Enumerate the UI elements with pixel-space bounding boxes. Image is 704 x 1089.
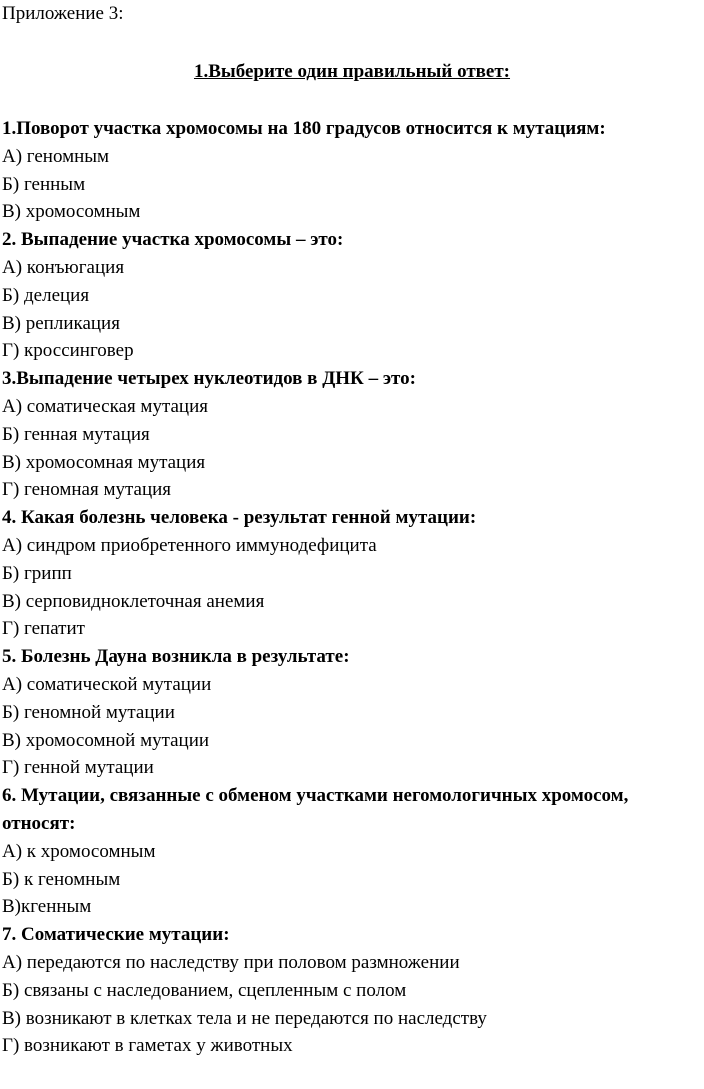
answer-option: В)кгенным [2,896,92,918]
answer-option: А) синдром приобретенного иммунодефицита [2,534,377,556]
answer-option: Г) генной мутации [2,757,154,779]
question-3 [2,365,702,504]
answer-option: А) передаются по наследству при половом размножении [2,951,460,973]
question-4 [2,504,702,643]
question-7 [2,921,702,1060]
answer-option: В) хромосомная мутация [2,451,206,473]
answer-option: В) репликация [2,312,120,334]
appendix-heading: Приложение 3: [2,3,124,24]
question-text: 2. Выпадение участка хромосомы – это: [2,229,344,251]
question-text: 1.Поворот участка хромосомы на 180 градусов относится к мутациям: [2,118,606,139]
question-text: 6. Мутации, связанные с обменом участками негомологичных хромосом, относят: [2,785,629,834]
answer-option: Г) возникают в гаметах у животных [2,1035,293,1057]
answer-option: Г) кроссинговер [2,340,134,362]
answer-option: Б) генным [2,173,86,195]
question-text: 4. Какая болезнь человека - результат генной мутации: [2,507,477,529]
answer-option: Г) геномная мутация [2,479,172,501]
answer-option: В) хромосомным [2,201,141,223]
answer-option: Б) делеция [2,284,90,306]
question-text: 7. Соматические мутации: [2,924,230,946]
answer-option: Б) геномной мутации [2,701,175,723]
answer-option: Г) гепатит [2,618,85,640]
question-6 [2,782,702,921]
answer-option: Б) генная мутация [2,423,150,445]
answer-option: А) конъюгация [2,256,125,278]
answer-option: В) серповидноклеточная анемия [2,590,265,612]
answer-option: А) геномным [2,145,110,167]
answer-option: В) возникают в клетках тела и не передаются по наследству [2,1007,487,1029]
question-1 [2,115,702,226]
answer-option: В) хромосомной мутации [2,729,210,751]
answer-option: Б) к геномным [2,868,121,890]
answer-option: Б) связаны с наследованием, сцепленным с полом [2,979,407,1001]
question-2 [2,226,702,365]
answer-option: А) соматическая мутация [2,395,209,417]
quiz-body [2,115,702,1060]
question-text: 5. Болезнь Дауна возникла в результате: [2,646,350,668]
section-title: 1.Выберите один правильный ответ: [193,61,511,82]
answer-option: Б) грипп [2,562,72,584]
answer-option: А) соматической мутации [2,673,212,695]
question-text: 3.Выпадение четырех нуклеотидов в ДНК – это: [2,368,416,390]
answer-option: А) к хромосомным [2,840,156,862]
question-5 [2,643,702,782]
